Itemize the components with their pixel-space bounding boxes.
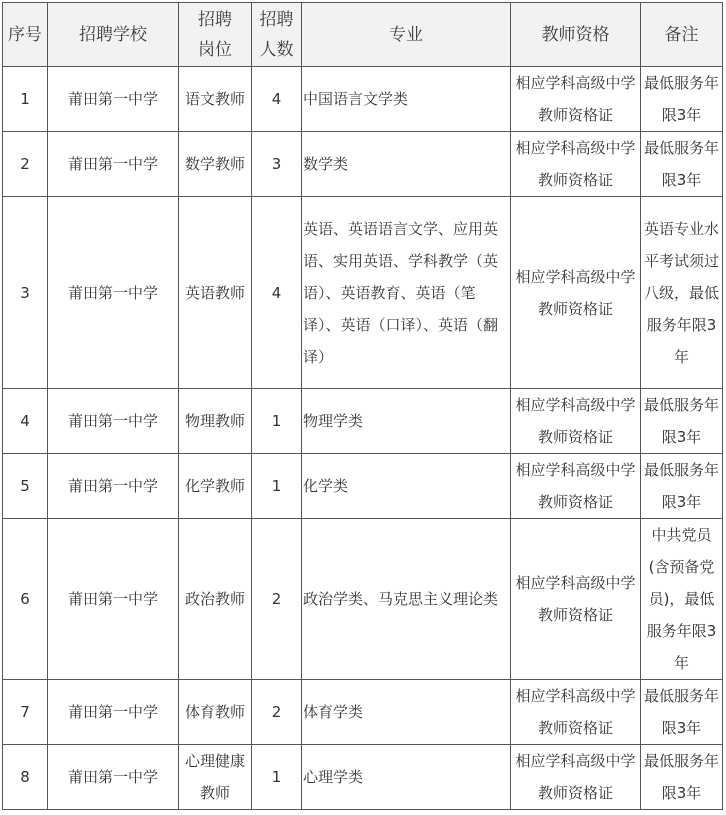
cell-no: 8 — [3, 745, 48, 810]
cell-school: 莆田第一中学 — [48, 454, 179, 519]
cell-major: 数学类 — [302, 132, 511, 197]
cell-major: 政治学类、马克思主义理论类 — [302, 519, 511, 680]
cell-remarks: 英语专业水平考试须过八级，最低服务年限3年 — [641, 197, 723, 389]
cell-qualification: 相应学科高级中学教师资格证 — [511, 454, 641, 519]
cell-count: 1 — [252, 389, 302, 454]
cell-position: 英语教师 — [179, 197, 252, 389]
cell-no: 1 — [3, 67, 48, 132]
cell-school: 莆田第一中学 — [48, 389, 179, 454]
cell-position: 物理教师 — [179, 389, 252, 454]
table-row — [3, 197, 723, 389]
table-row — [3, 680, 723, 745]
table-row — [3, 519, 723, 680]
cell-school: 莆田第一中学 — [48, 745, 179, 810]
recruitment-table — [2, 2, 723, 810]
cell-no: 4 — [3, 389, 48, 454]
cell-qualification: 相应学科高级中学教师资格证 — [511, 680, 641, 745]
cell-remarks: 最低服务年限3年 — [641, 67, 723, 132]
cell-remarks: 最低服务年限3年 — [641, 132, 723, 197]
cell-school: 莆田第一中学 — [48, 67, 179, 132]
cell-qualification: 相应学科高级中学教师资格证 — [511, 132, 641, 197]
cell-position: 体育教师 — [179, 680, 252, 745]
cell-school: 莆田第一中学 — [48, 197, 179, 389]
table-row — [3, 67, 723, 132]
header-major: 专业 — [302, 3, 511, 67]
cell-qualification: 相应学科高级中学教师资格证 — [511, 519, 641, 680]
cell-position: 心理健康教师 — [179, 745, 252, 810]
cell-qualification: 相应学科高级中学教师资格证 — [511, 67, 641, 132]
cell-major: 物理学类 — [302, 389, 511, 454]
header-qualification: 教师资格 — [511, 3, 641, 67]
header-position-line1: 招聘 — [198, 9, 232, 30]
cell-no: 7 — [3, 680, 48, 745]
cell-major: 心理学类 — [302, 745, 511, 810]
cell-major: 中国语言文学类 — [302, 67, 511, 132]
cell-remarks: 最低服务年限3年 — [641, 680, 723, 745]
cell-position: 化学教师 — [179, 454, 252, 519]
cell-remarks: 中共党员(含预备党员)，最低服务年限3年 — [641, 519, 723, 680]
cell-major: 体育学类 — [302, 680, 511, 745]
cell-no: 5 — [3, 454, 48, 519]
table-row — [3, 745, 723, 810]
cell-count: 3 — [252, 132, 302, 197]
cell-no: 6 — [3, 519, 48, 680]
header-count-line2: 人数 — [259, 39, 294, 60]
cell-count: 1 — [252, 454, 302, 519]
cell-remarks: 最低服务年限3年 — [641, 454, 723, 519]
table-row — [3, 132, 723, 197]
cell-count: 1 — [252, 745, 302, 810]
cell-position: 语文教师 — [179, 67, 252, 132]
cell-qualification: 相应学科高级中学教师资格证 — [511, 197, 641, 389]
cell-count: 4 — [252, 67, 302, 132]
cell-qualification: 相应学科高级中学教师资格证 — [511, 745, 641, 810]
cell-school: 莆田第一中学 — [48, 132, 179, 197]
table-row — [3, 454, 723, 519]
cell-no: 2 — [3, 132, 48, 197]
header-position-line2: 岗位 — [198, 39, 232, 60]
cell-position: 数学教师 — [179, 132, 252, 197]
table-header-row — [3, 3, 723, 67]
header-no: 序号 — [3, 3, 48, 67]
cell-major: 英语、英语语言文学、应用英语、实用英语、学科教学（英语）、英语教育、英语（笔译）、英语（口译）、英语（翻译） — [302, 197, 511, 389]
header-count-line1: 招聘 — [259, 9, 294, 30]
header-position — [179, 3, 252, 67]
cell-school: 莆田第一中学 — [48, 519, 179, 680]
header-remarks: 备注 — [641, 3, 723, 67]
header-count — [252, 3, 302, 67]
header-school: 招聘学校 — [48, 3, 179, 67]
cell-remarks: 最低服务年限3年 — [641, 745, 723, 810]
cell-count: 2 — [252, 680, 302, 745]
cell-count: 2 — [252, 519, 302, 680]
cell-major: 化学类 — [302, 454, 511, 519]
cell-school: 莆田第一中学 — [48, 680, 179, 745]
cell-remarks: 最低服务年限3年 — [641, 389, 723, 454]
cell-qualification: 相应学科高级中学教师资格证 — [511, 389, 641, 454]
table-row — [3, 389, 723, 454]
cell-position: 政治教师 — [179, 519, 252, 680]
cell-count: 4 — [252, 197, 302, 389]
cell-no: 3 — [3, 197, 48, 389]
